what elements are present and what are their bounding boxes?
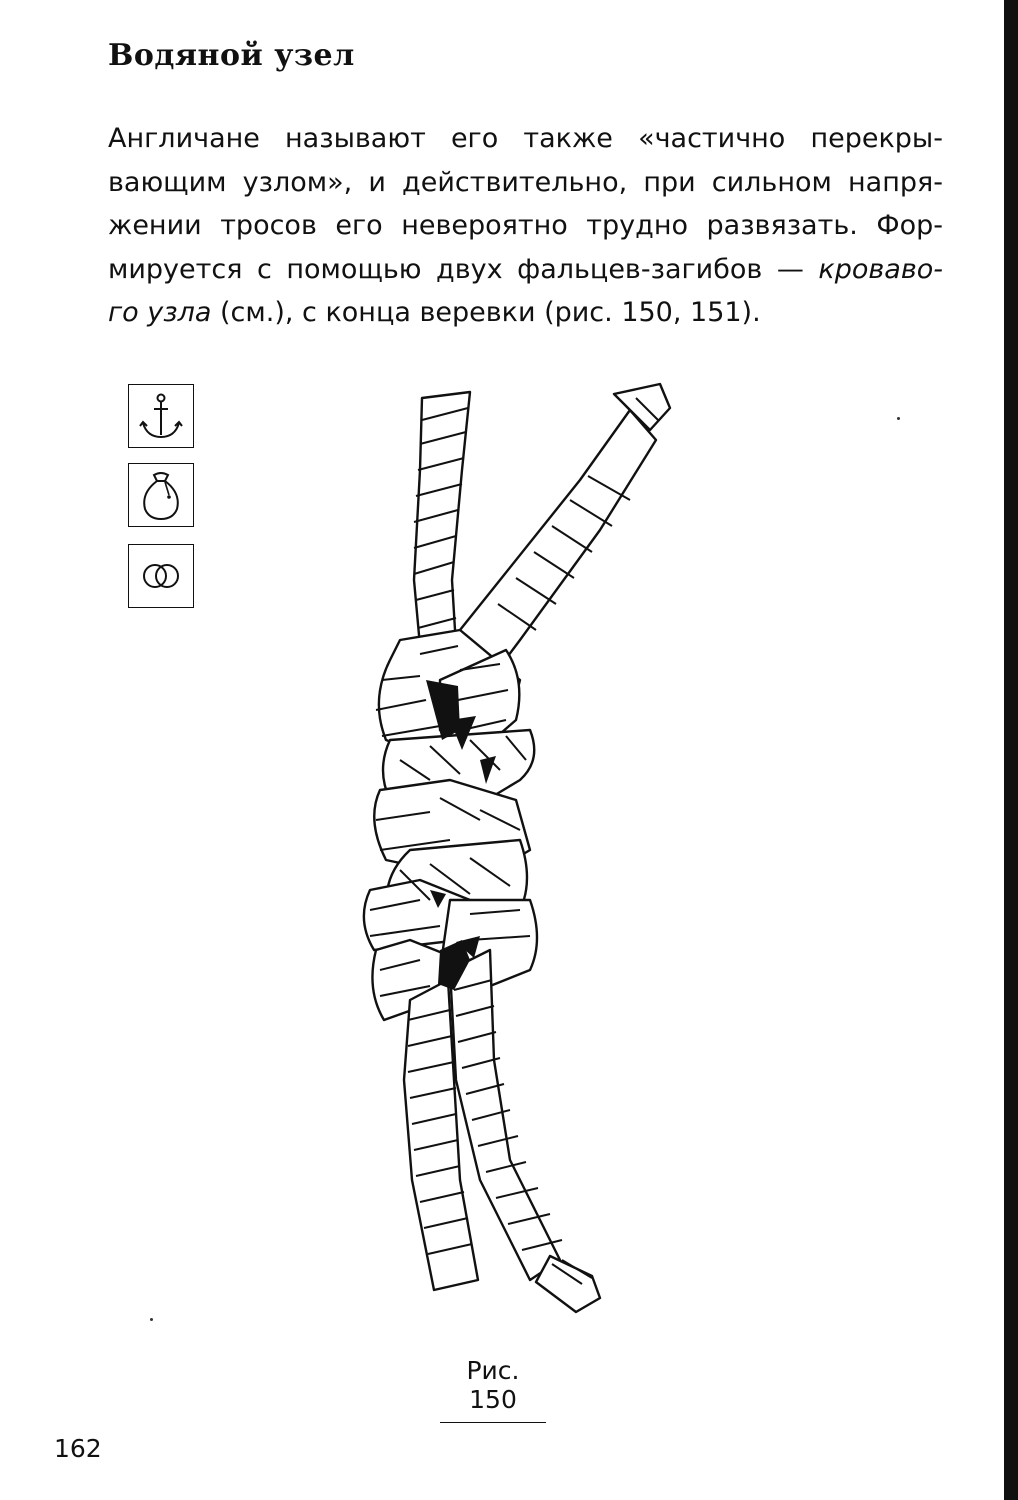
print-speck (897, 417, 900, 420)
paragraph-line-3: жении тросов его невероятно трудно развязать. Фор- (108, 210, 943, 241)
italic-term-start: кроваво- (818, 253, 943, 285)
anchor-icon (135, 389, 187, 443)
paragraph-line-5 (108, 291, 943, 335)
page-number: 162 (54, 1434, 102, 1463)
paragraph-line-1: Англичане называют его также «частично перекры- (108, 123, 943, 154)
paragraph-line-5-text: (см.), с конца веревки (рис. 150, 151). (211, 297, 761, 328)
italic-term-end: го узла (108, 297, 212, 328)
body-paragraph (108, 117, 943, 335)
rope-right-upper (460, 410, 656, 680)
sack-icon (135, 467, 187, 523)
water-knot-illustration (330, 380, 690, 1340)
interlocking-rings-icon (135, 556, 187, 596)
anchor-icon-box (128, 384, 194, 448)
book-spine-shadow (1004, 0, 1018, 1500)
paragraph-line-2: вающим узлом», и действительно, при сильном напря- (108, 166, 943, 198)
figure-caption: Рис. 150 (440, 1356, 546, 1423)
print-speck (150, 1318, 153, 1321)
sack-icon-box (128, 463, 194, 527)
paragraph-line-4 (108, 248, 943, 292)
paragraph-line-4-text: мируется с помощью двух фальцев-загибов — (108, 253, 819, 285)
rings-icon-box (128, 544, 194, 608)
section-heading: Водяной узел (108, 38, 355, 73)
